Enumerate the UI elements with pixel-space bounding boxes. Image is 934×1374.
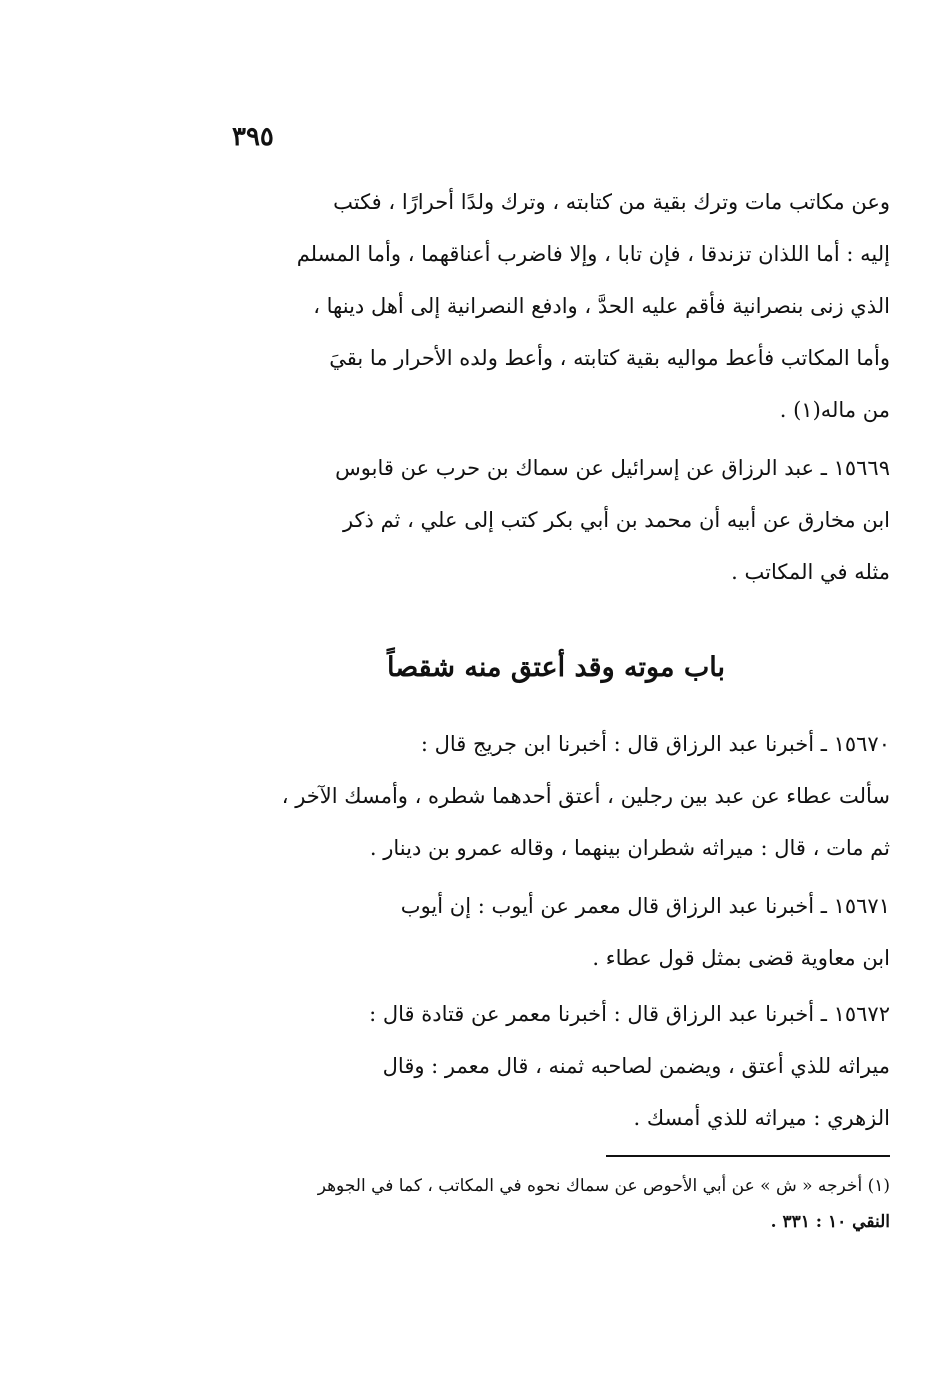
chapter-heading: باب موته وقد أعتق منه شقصاً xyxy=(387,652,725,683)
paragraph-15669 xyxy=(222,442,890,598)
text-line: ابن مخارق عن أبيه أن محمد بن أبي بكر كتب إلى علي ، ثم ذكر xyxy=(342,508,890,532)
text-line: وأما المكاتب فأعط مواليه بقية كتابته ، وأعط ولده الأحرار ما بقيَ xyxy=(329,346,890,370)
text-line: سألت عطاء عن عبد بين رجلين ، أعتق أحدهما شطره ، وأمسك الآخر ، xyxy=(281,784,890,808)
footnote-line: (١) أخرجه « ش » عن أبي الأحوص عن سماك نحوه في المكاتب ، كما في الجوهر xyxy=(317,1176,890,1196)
paragraph-1 xyxy=(222,176,890,436)
text-line: ١٥٦٧١ ـ أخبرنا عبد الرزاق قال معمر عن أيوب : إن أيوب xyxy=(400,894,890,918)
footnote-line: النقي ١٠ : ٣٣١ . xyxy=(770,1212,890,1232)
text-line: ١٥٦٦٩ ـ عبد الرزاق عن إسرائيل عن سماك بن حرب عن قابوس xyxy=(335,456,890,480)
page-number: ٣٩٥ xyxy=(232,122,274,152)
text-line: ميراثه للذي أعتق ، ويضمن لصاحبه ثمنه ، قال معمر : وقال xyxy=(382,1054,890,1078)
text-line: وعن مكاتب مات وترك بقية من كتابته ، وترك ولدًا أحرارًا ، فكتب xyxy=(333,190,890,214)
text-line: إليه : أما اللذان تزندقا ، فإن تابا ، وإلا فاضرب أعناقهما ، وأما المسلم xyxy=(296,242,890,266)
footnote xyxy=(222,1168,890,1240)
text-line: ابن معاوية قضى بمثل قول عطاء . xyxy=(592,946,890,970)
paragraph-15670 xyxy=(222,718,890,874)
footnote-separator xyxy=(606,1155,890,1157)
paragraph-15671 xyxy=(222,880,890,984)
text-line: من ماله(١) . xyxy=(779,398,890,422)
text-line: ١٥٦٧٠ ـ أخبرنا عبد الرزاق قال : أخبرنا ابن جريج قال : xyxy=(420,732,890,756)
text-line: ثم مات ، قال : ميراثه شطران بينهما ، وقاله عمرو بن دينار . xyxy=(369,836,890,860)
text-line: مثله في المكاتب . xyxy=(731,560,890,584)
text-line: ١٥٦٧٢ ـ أخبرنا عبد الرزاق قال : أخبرنا معمر عن قتادة قال : xyxy=(369,1002,890,1026)
text-line: الزهري : ميراثه للذي أمسك . xyxy=(633,1106,890,1130)
text-line: الذي زنى بنصرانية فأقم عليه الحدَّ ، وادفع النصرانية إلى أهل دينها ، xyxy=(313,294,890,318)
paragraph-15672 xyxy=(222,988,890,1144)
